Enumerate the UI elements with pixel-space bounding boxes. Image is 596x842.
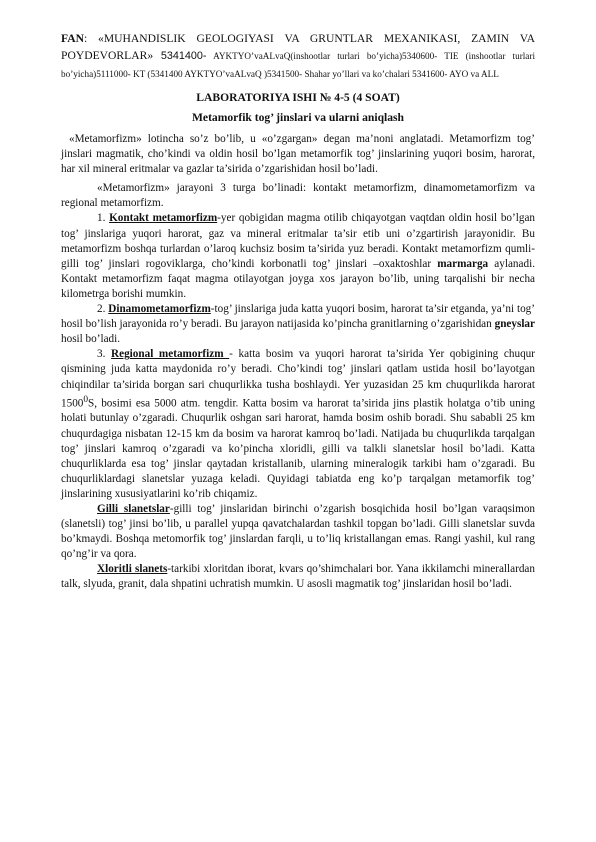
item-number: 1. — [97, 212, 110, 225]
chlorite-schist-paragraph — [61, 562, 535, 592]
types-paragraph: «Metamorfizm» jarayoni 3 turga bo’linadi: kontakt metamorfizm, dinamometamorfizm va regional metamorfizm. — [61, 182, 535, 210]
paragraph-text: -yer qobigidan magma otilib chiqayotgan vaqtdan oldin hosil bo’lgan tog’ jinslariga yuqori harorat, gaz va mineral eritmalar ta’sir etib uni o’zgartirish jarayonidir. Bu metamorfizm boshqa turlardan o’laroq kuchsiz bosim ta’sirida yuz beradi. Kontakt metamorfizm qumli-gilli tog’ jinslari rogoviklarga, cho’kindi korbonatli tog’ jinslari –oxaktoshlar — [61, 212, 536, 270]
lab-subtitle: Metamorfik tog’ jinslari va ularni aniqlash — [191, 111, 405, 124]
paragraph-text: -tarkibi xloritdan iborat, kvars qo’shimchalari bor. Yana ikkilamchi minerallardan talk, slyuda, granit, dala shpatini uchratish mumkin. U asosli magmatik tog’ jinslaridan hosil bo’ladi. — [61, 563, 535, 591]
paragraph-text: S, bosimi esa 5000 atm. tengdir. Katta bosim va harorat ta’sirida jins plastik holatga o’tib uning holati butunlay o’zgaradi. Chuqurlik oshgan sari harorat, hamda bosim oshib boradi. Shu sababli 25 km chuqurdagiga nisbatan 12-15 km da bosim va harorat kamroq bo’ladi. Natijada bu chuqurlikda tarqalgan tog’ jinslari kamroq o’zgaradi va ko’pincha xloridli, gilli va talkli slanetslar hosil bo’ladi. Katta chuqurliklarda esa tog’ jinslar qaytadan kristallanib, ularning mineralogik tarkibi ham o’zgaradi. Bu chuqurliklardagi slanetslar yuzaga keladi. Quyidagi tabiatda eng ko’p tarqalgan metamorfik tog’ jinslarining xususiyatlarini ko’rib chiqamiz. — [61, 397, 535, 500]
paragraph-text: aylanadi. Kontakt metamorfizm faqat magma otilayotgan joyga xos jarayon bo’lib, uning tarqalishi bir necha kilometrga borishi mumkin. — [61, 257, 535, 300]
item-number: 2. — [97, 303, 109, 316]
course-code: 5341400- — [160, 50, 207, 62]
term-dynamometamorphism: Dinamometamorfizm — [108, 303, 211, 316]
term-regional-metamorphism: Regional metamorfizm — [111, 348, 230, 361]
paragraph-text: -tog’ jinslariga juda katta yuqori bosim, harorat ta’sir etganda, ya’ni tog’ hosil bo’lish jarayonida ro’y beradi. Bu jarayon natijasida ko’pincha granitlarning o’zgarishidan — [61, 303, 536, 331]
dynamometamorphism-paragraph — [61, 302, 535, 347]
regional-metamorphism-paragraph — [61, 347, 535, 502]
document-page — [61, 30, 535, 593]
clay-shale-paragraph — [61, 502, 535, 562]
course-header — [61, 30, 535, 82]
item-number: 3. — [97, 348, 112, 361]
fan-label: FAN — [61, 32, 84, 45]
term-chlorite-schist: Xloritli slanets — [97, 563, 168, 576]
term-gneiss: gneyslar — [494, 318, 535, 331]
term-clay-shale: Gilli slanetslar — [97, 502, 170, 515]
degree-superscript: 0 — [83, 394, 89, 405]
paragraph-text: -gilli tog’ jinslaridan birinchi o’zgarish bosqichida hosil bo’lgan varaqsimon (slanetsli) tog’ jinsi bo’lib, u parallel yupqa qavatchalardan tashkil topgan bo’ladi. Gilli slanetslar suvda bo’kmaydi. Boshqa metomorfik tog’ jinslardan farqli, u to’liq kristallangan emas. Rangi yashil, kul rang qo’ng’ir va qora. — [61, 502, 536, 561]
intro-paragraph: «Metamorfizm» lotincha so’z bo’lib, u «o’zgargan» degan ma’noni anglatadi. Metamorfizm tog’ jinslari magmatik, cho’kindi va oldin hosil bo’lgan metamorfik tog’ jinslarining yuqori bosim, harorat, har xil mineral eritmalar va gazlar ta’sirida o’zgarishidan hosil bo’ladi. — [61, 133, 535, 176]
paragraph-text: - katta bosim va yuqori harorat ta’sirida Yer qobigining chuqur qismining juda katta maydonida ro’y beradi. Cho’kindi tog’ jinslari qatlam ustida hosil bo’layotgan chiqindilar ta’sirida borgan sari chuqurlikka tusha boshlaydi. Yer yuzasidan 25 km chuqurlikda harorat 1500 — [61, 348, 535, 410]
lab-title: LABORATORIYA ISHI № 4-5 (4 SOAT) — [196, 91, 400, 104]
paragraph-text: hosil bo’ladi. — [61, 333, 121, 346]
term-marble: marmarga — [437, 257, 489, 270]
contact-metamorphism-paragraph — [61, 211, 535, 302]
term-contact-metamorphism: Kontakt metamorfizm — [109, 212, 218, 225]
specialty-codes: AYKTYO’vaALvaQ(inshootlar turlari bo’yicha)5340600- TIE (inshootlar turlari bo’yicha)5111000- KT (5341400 AYKTYO’vaALvaQ )5341500- Shahar yo’llari va ko’chalari 5341600- AYO va ALL — [61, 51, 535, 79]
course-title: : «MUHANDISLIK GEOLOGIYASI VA GRUNTLAR MEXANIKASI, ZAMIN VA POYDEVORLAR» — [61, 32, 535, 62]
